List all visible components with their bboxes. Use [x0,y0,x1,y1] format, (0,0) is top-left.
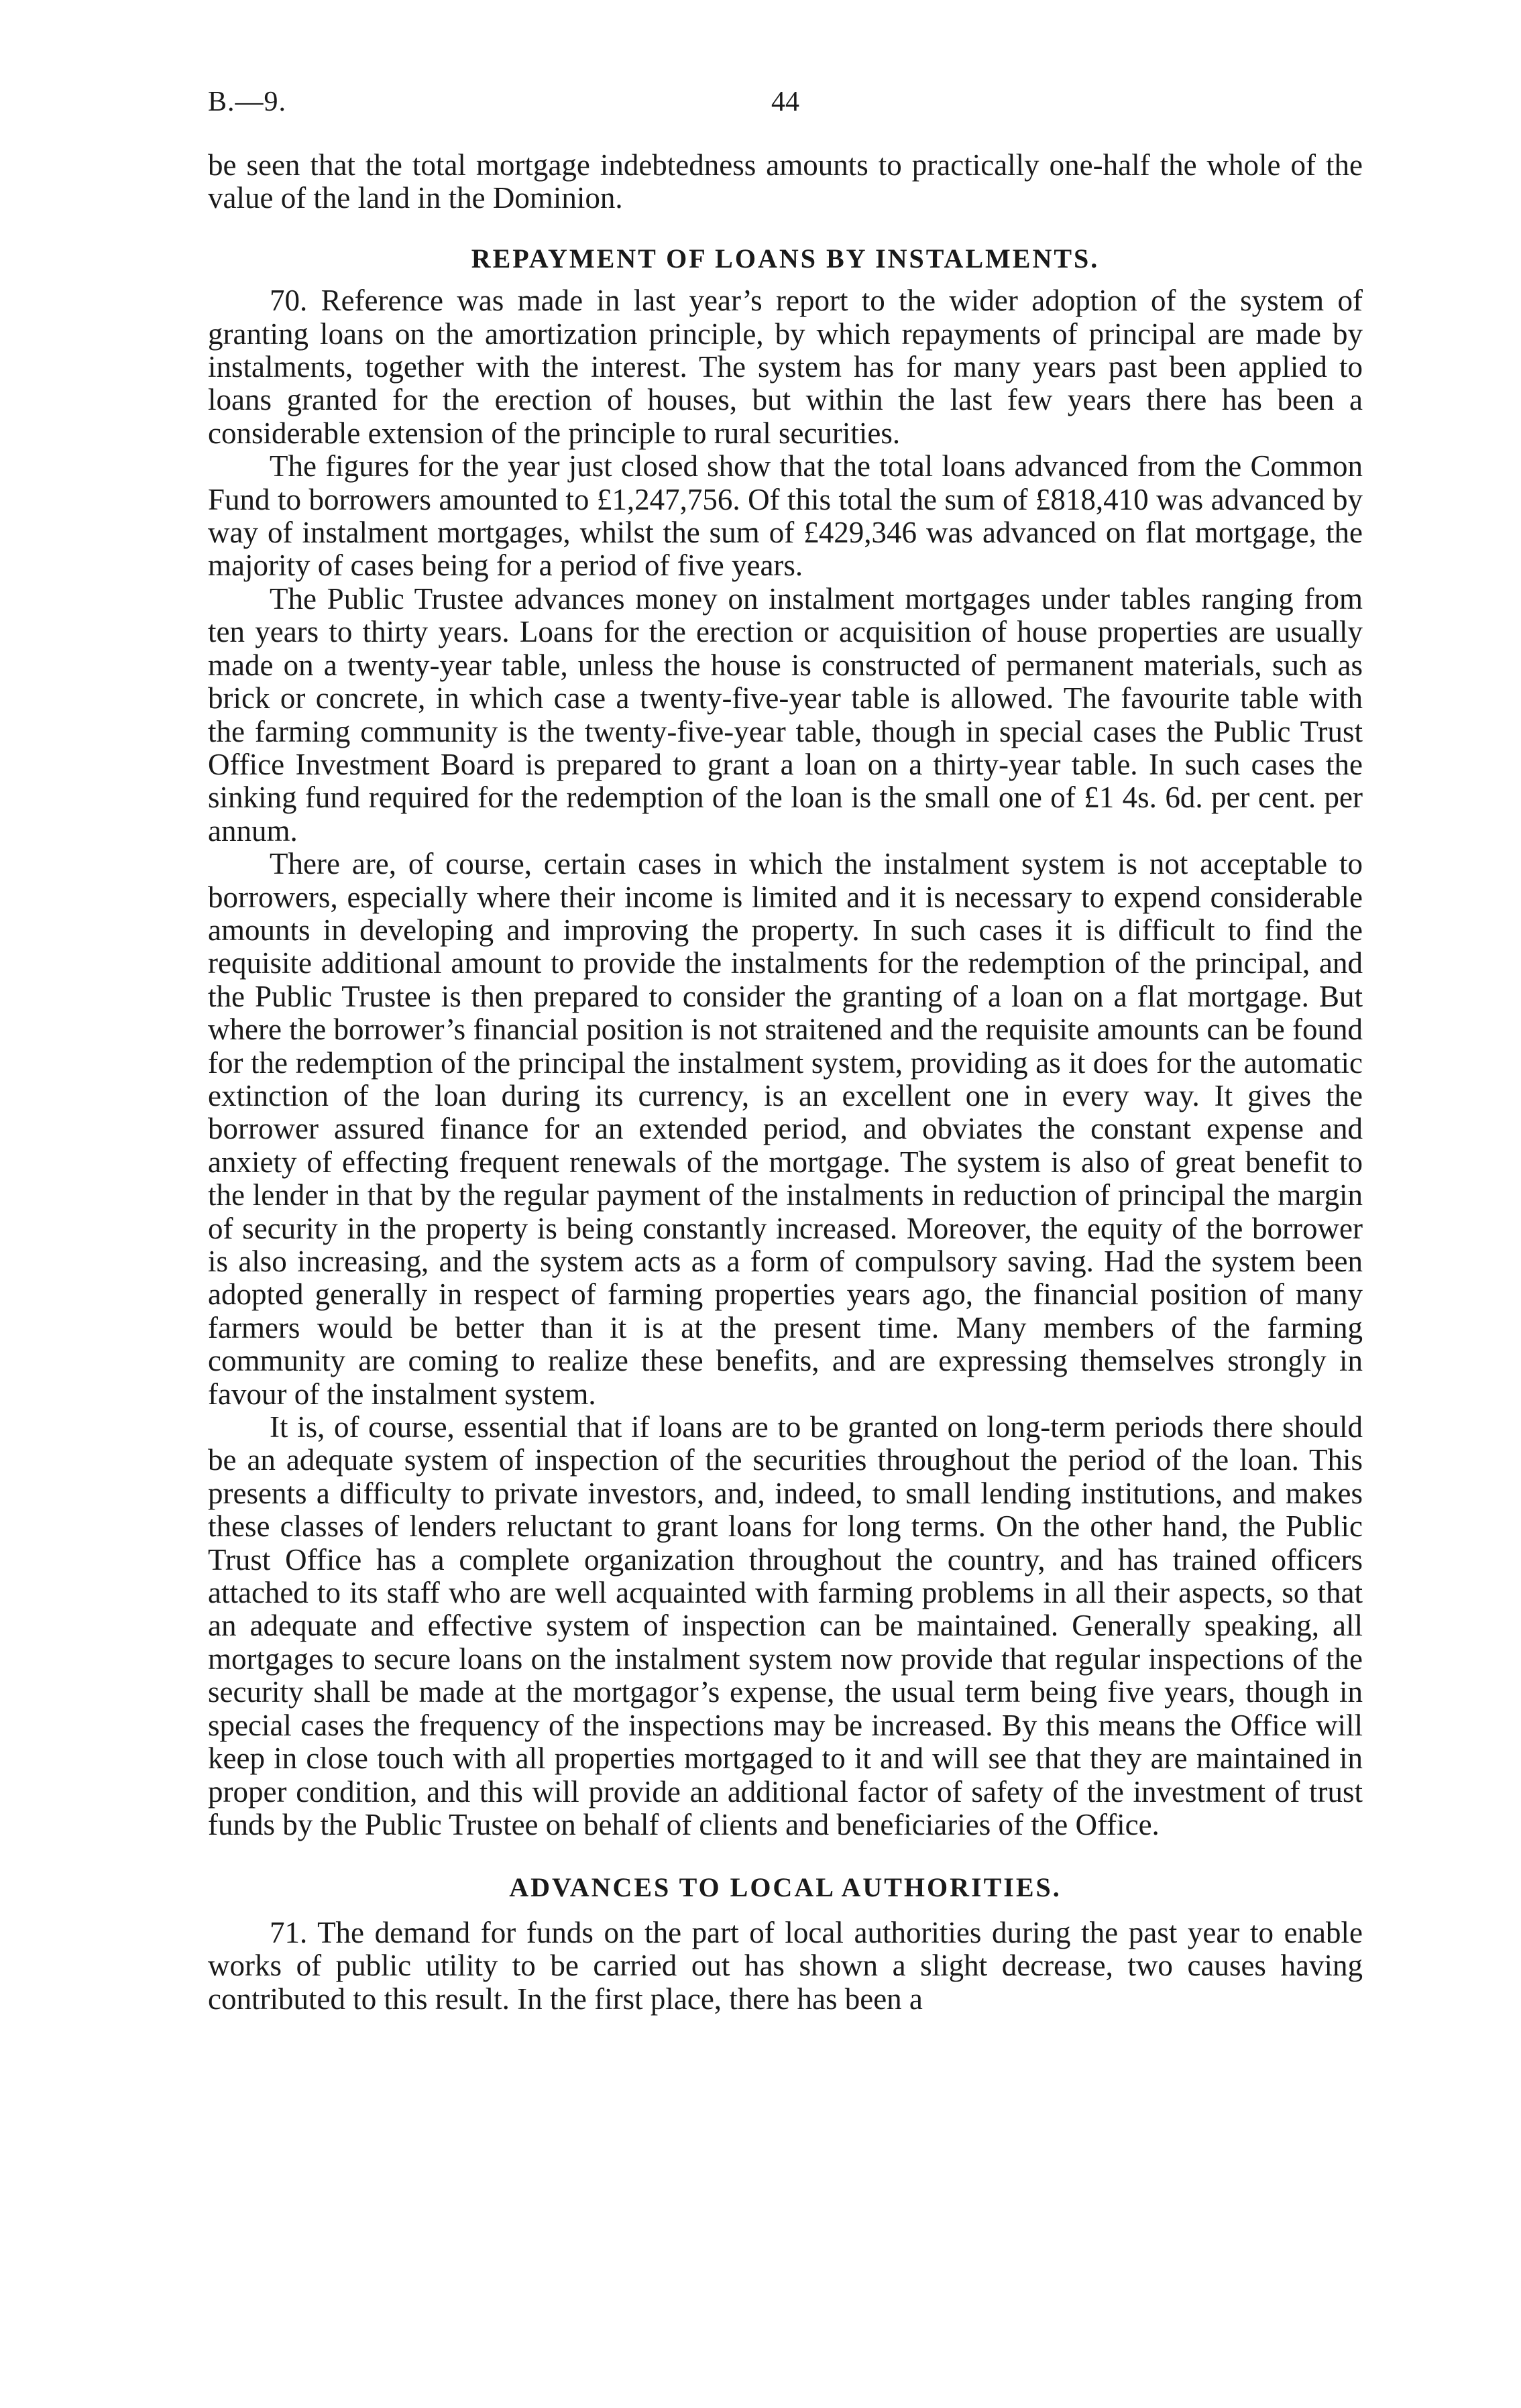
document-body [208,149,1363,2016]
paragraph-inspection: It is, of course, essential that if loans are to be granted on long-term periods there should be an adequate system of inspection of the securities throughout the period of the loan. This presents a difficulty to private investors, and, indeed, to small lending institutions, and makes these classes of lenders reluctant to grant loans for long terms. On the other hand, the Public Trust Office has a complete organization throughout the country, and has trained officers attached to its staff who are well acquainted with farming problems in all their aspects, so that an adequate and effective system of inspection can be maintained. Generally speaking, all mortgages to secure loans on the instalment system now provide that regular inspections of the security shall be made at the mortgagor’s expense, the usual term being five years, though in special cases the frequency of the inspections may be increased. By this means the Office will keep in close touch with all properties mortgaged to it and will see that they are maintained in proper condition, and this will provide an additional factor of safety of the investment of trust funds by the Public Trustee on behalf of clients and beneficiaries of the Office. [208,1410,1363,1841]
section-heading-local-authorities: ADVANCES TO LOCAL AUTHORITIES. [509,1872,1062,1903]
paragraph-figures: The figures for the year just closed show that the total loans advanced from the Common Fund to borrowers amounted to £1,247,756. Of this total the sum of £818,410 was advanced by way of instalment mortgages, whilst the sum of £429,346 was advanced on flat mortgage, the majority of cases being for a period of five years. [208,449,1363,583]
page-number: 44 [771,87,799,117]
document-reference: B.—9. [208,87,287,117]
paragraph-flat-mortgage: There are, of course, certain cases in which the instalment system is not acceptable to borrowers, especially where their income is limited and it is necessary to expend considerable amounts in developing and improving the property. In such cases it is difficult to find the requisite additional amount to provide the instalments for the redemption of the principal, and the Public Trustee is then prepared to consider the granting of a loan on a flat mortgage. But where the borrower’s financial position is not straitened and the requisite amounts can be found for the redemption of the principal the instalment system, providing as it does for the automatic extinction of the loan during its currency, is an excellent one in every way. It gives the borrower assured finance for an extended period, and obviates the constant expense and anxiety of effecting frequent renewals of the mortgage. The system is also of great benefit to the lender in that by the regular payment of the instalments in reduction of principal the margin of security in the property is being constantly increased. Moreover, the equity of the borrower is also increasing, and the system acts as a form of compulsory saving. Had the system been adopted generally in respect of farming properties years ago, the financial position of many farmers would be better than it is at the present time. Many members of the farming community are coming to realize these benefits, and are expressing themselves strongly in favour of the instalment system. [208,847,1363,1411]
paragraph-70: 70. Reference was made in last year’s report to the wider adoption of the system of granting loans on the amortization principle, by which repayments of principal are made by instalments, together with the interest. The system has for many years past been applied to loans granted for the erection of houses, but within the last few years there has been a considerable extension of the principle to rural securities. [208,284,1363,450]
section-heading-repayment: REPAYMENT OF LOANS BY INSTALMENTS. [471,243,1100,274]
paragraph-tables: The Public Trustee advances money on instalment mortgages under tables ranging from ten years to thirty years. Loans for the erection or acquisition of house properties are usually made on a twenty-year table, unless the house is constructed of permanent materials, such as brick or concrete, in which case a twenty-five-year table is allowed. The favourite table with the farming community is the twenty-five-year table, though in special cases the Public Trust Office Investment Board is prepared to grant a loan on a thirty-year table. In such cases the sinking fund required for the redemption of the loan is the small one of £1 4s. 6d. per cent. per annum. [208,581,1363,848]
continuation-paragraph: be seen that the total mortgage indebtedness amounts to practically one-half the whole of the value of the land in the Dominion. [208,148,1363,215]
page-header [208,86,1363,126]
paragraph-71: 71. The demand for funds on the part of local authorities during the past year to enable works of public utility to be carried out has shown a slight decrease, two causes having contributed to this result. In the first place, there has been a [208,1915,1363,2016]
